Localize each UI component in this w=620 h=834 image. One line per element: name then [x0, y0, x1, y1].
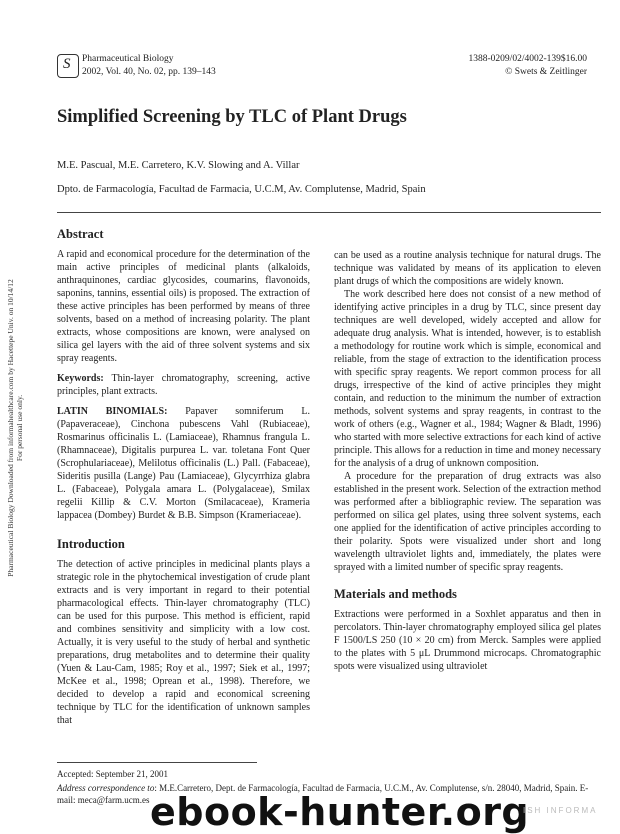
abstract-text: A rapid and economical procedure for the determination of the main active principles of medicinal plants (alkaloids, anthraquinones, cardiac glycosides, coumarins, flavonoids, saponins, tannins, essential oils) is proposed. The extraction of these active principles has been performed by means of three solvents, based on a method of increasing polarity. The plant extracts, whose compositions are known, were analysed on silica gel layers with the aid of three solvent systems and six spray reagents. — [57, 249, 310, 364]
right-column — [334, 249, 601, 673]
paper-title: Simplified Screening by TLC of Plant Drugs — [57, 107, 407, 127]
sidebar-download-note: Pharmaceutical Biology Downloaded from informahealthcare.com by Hacettepe Univ. on 10/14/12 — [6, 279, 15, 577]
authors: M.E. Pascual, M.E. Carretero, K.V. Slowing and A. Villar — [57, 160, 300, 171]
top-divider — [57, 212, 601, 213]
publisher-copyright: © Swets & Zeitlinger — [505, 66, 587, 77]
issn: 1388-0209/02/4002-139$16.00 — [468, 54, 587, 64]
journal-name: Pharmaceutical Biology — [82, 54, 174, 64]
download-sidebar — [2, 250, 28, 606]
left-column — [57, 228, 310, 727]
keywords — [57, 372, 310, 398]
accepted-date: Accepted: September 21, 2001 — [57, 769, 168, 779]
affiliation: Dpto. de Farmacología, Facultad de Farmacia, U.C.M, Av. Complutense, Madrid, Spain — [57, 184, 426, 195]
binomials-label: LATIN BINOMIALS: — [57, 406, 168, 417]
journal-logo-icon — [57, 54, 79, 78]
sidebar-personal-use: For personal use only. — [15, 394, 24, 462]
correspondence-text: : M.E.Carretero, Dept. de Farmacología, Facultad de Farmacia, U.C.M., Av. Complutense, s/n. 28040, Madrid, Spain. E-mail: meca@farm.ucm.es — [57, 783, 589, 805]
materials-methods-text: Extractions were performed in a Soxhlet apparatus and then in percolators. Thin-layer chromatography employed silica gel plates F 1500/LS 250 (10 × 20 cm) from Merck. Samples were applied to the plates with 5 μL Drummond microcaps. Chromatographic spots were visualized using ultraviolet — [334, 609, 601, 672]
issn-header — [469, 53, 587, 78]
keywords-label: Keywords: — [57, 373, 104, 384]
introduction-heading: Introduction — [57, 537, 125, 551]
publisher-watermark: ISH INFORMA — [523, 806, 598, 815]
journal-citation: 2002, Vol. 40, No. 02, pp. 139–143 — [82, 66, 216, 77]
logo-letter: S — [63, 56, 71, 72]
introduction-text: The detection of active principles in medicinal plants plays a strategic role in the phytochemical investigation of crude plant extracts and is very important in regard to their potential pharmacological effects. Thin-layer chromatography (TLC) can be used for this purpose. This method is efficient, rapid and combines sensitivity and simplicity with a low cost. Actually, it is very useful to the study of herbal and synthetic preparations, drug metabolites and to determine their quality (Yuen & Lau-Cam, 1985; Roy et al., 1997; Siek et al., 1997; McKee et al., 1998; Oprean et al., 1998). Therefore, we decided to develop a rapid and economical screening technique by TLC for the identification of unknown samples that — [57, 559, 310, 726]
right-paragraph-2: The work described here does not consist of a new method of identifying active principles in a drug by TLC, since present day techniques are well developed, widely accepted and allow for adequate drug analysis. What is intended, however, is to establish a methodology for routine work which is simple, economical and reliable, from the stage of extraction to the identification process with specific spray reagents. We report common process for all drugs, irrespective of the kind of active principles they might contain, and reduction to the minimum the number of extraction methods, solvent systems and spray reagents, in contrast to the work of others (e.g., Wagner et al., 1984; Wagner & Bladt, 1996) who started with more selective extractions for each kind of active principle. This allows for a reduction in time and money necessary for the analysis of a drug of unknown composition. — [334, 289, 601, 469]
journal-header — [82, 53, 216, 78]
keywords-text: Thin-layer chromatography, screening, active principles, plant extracts. — [57, 373, 310, 397]
materials-methods-heading: Materials and methods — [334, 587, 457, 601]
right-paragraph-1: can be used as a routine analysis technique for natural drugs. The technique was validated by means of its application to eleven plant drugs of which the compositions are widely known. — [334, 250, 601, 287]
binomials-text: Papaver somniferum L. (Papaveraceae), Cinchona pubescens Vahl (Rubiaceae), Rosmarinus officinalis L. (Lamiaceae), Rhamnus frangula L. (Rhamnaceae), Digitalis purpurea L. var. toletana Font Quer (Scrophulariaceae), Melilotus officinalis (L.) Pall. (Fabaceae), Sideritis pusilla (Lange) Pau (Lamiaceae), Glycyrrhiza glabra L. (Fabaceae), Polygala amara L. (Polygalaceae), Smilax regelii Killip & C.V. Morton (Smilacaceae), Krameria lappacea (Dombey) Burdet & B.B. Simpson (Krameriaceae). — [57, 406, 310, 521]
correspondence-label: Address correspondence to — [57, 783, 155, 793]
footnote-divider — [57, 762, 257, 763]
latin-binomials — [57, 405, 310, 522]
abstract-heading: Abstract — [57, 227, 104, 241]
right-paragraph-3: A procedure for the preparation of drug extracts was also established in the present work. Selection of the extraction method was performed after a bibliographic review. The separation was performed on silica gel plates, using three solvent systems, each one applied for the identification of active principles according to their polarity. Spots were visualized under short and long wavelength ultraviolet lights and, immediately, the plates were sprayed with a limited number of specific spray reagents. — [334, 471, 601, 573]
watermark-banner: ebook-hunter.org — [150, 790, 530, 834]
